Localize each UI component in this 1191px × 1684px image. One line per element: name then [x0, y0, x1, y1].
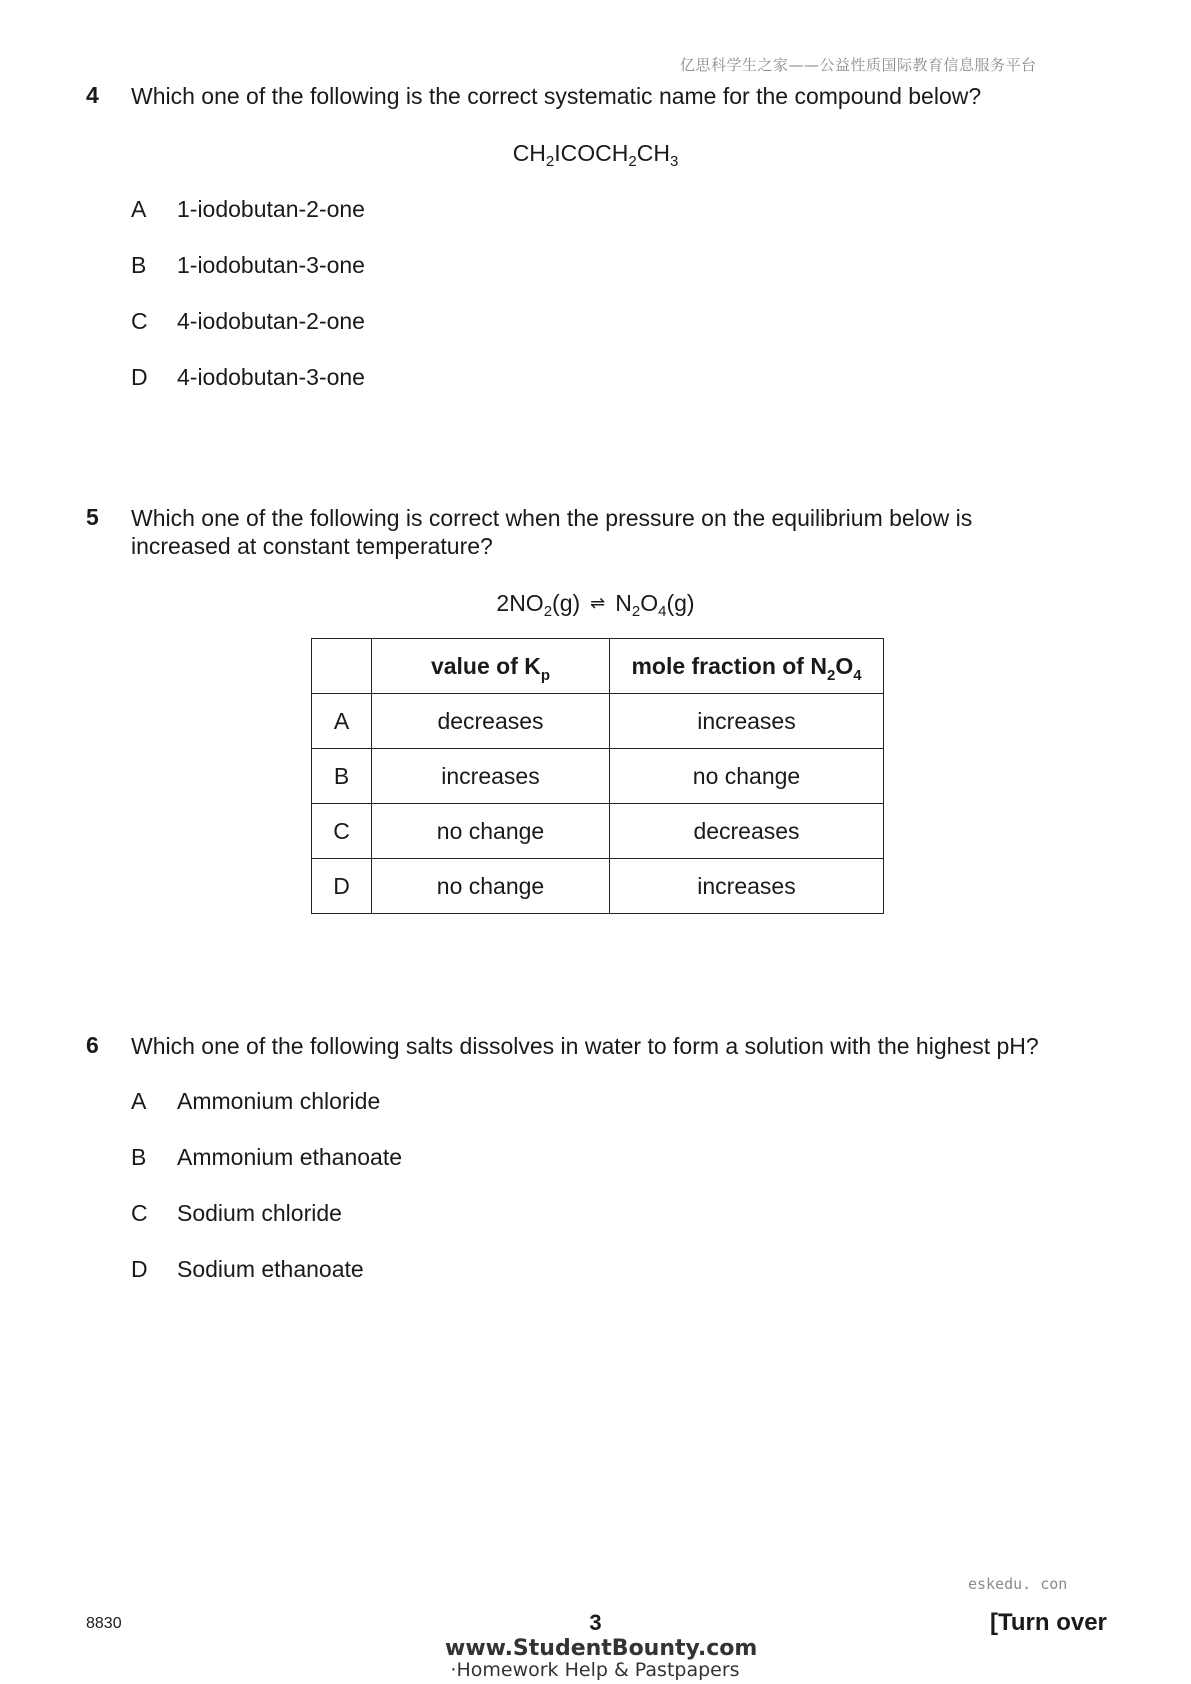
studentbounty-tagline: ·Homework Help & Pastpapers: [450, 1659, 740, 1681]
table-header-row: [312, 639, 884, 694]
header-mole-fraction: mole fraction of $N_2O_4$: [610, 639, 884, 694]
row-mole-fraction: increases: [610, 859, 884, 914]
option-text: 4-iodobutan-2-one: [177, 308, 365, 334]
row-mole-fraction: increases: [610, 694, 884, 749]
option-text: 1-iodobutan-2-one: [177, 196, 365, 222]
question-4-formula: $CH_2ICOCH_2CH_3$: [512, 140, 679, 170]
question-5-text-line2: increased at constant temperature?: [131, 533, 493, 559]
option-text: 1-iodobutan-3-one: [177, 252, 365, 278]
option-letter: C: [131, 1200, 148, 1226]
option-text: Sodium ethanoate: [177, 1256, 364, 1282]
option-letter: B: [131, 1144, 147, 1170]
option-letter: D: [131, 1256, 148, 1282]
question-4-number: 4: [86, 82, 99, 108]
option-text: Ammonium ethanoate: [177, 1144, 403, 1170]
question-5-text: [131, 504, 1091, 560]
row-letter: C: [312, 804, 372, 859]
equilibrium-equation: $2NO_2(g)$ ⇌ $N_2O_4(g)$: [496, 590, 695, 620]
question-6-text: Which one of the following salts dissolves in water to form a solution with the highest pH?: [131, 1033, 1039, 1059]
turn-over-label: [Turn over: [990, 1609, 1107, 1636]
header-empty-cell: [312, 639, 372, 694]
question-4-text: Which one of the following is the correct systematic name for the compound below?: [131, 83, 982, 109]
table-row: [312, 804, 884, 859]
question-5-text-line1: Which one of the following is correct when the pressure on the equilibrium below is: [131, 505, 973, 531]
option-letter: A: [131, 1088, 147, 1114]
equilibrium-arrow-icon: ⇌: [590, 593, 606, 613]
question-5-number: 5: [86, 504, 99, 530]
row-mole-fraction: decreases: [610, 804, 884, 859]
watermark-top: 亿思科学生之家——公益性质国际教育信息服务平台: [680, 56, 1037, 74]
option-text: Sodium chloride: [177, 1200, 342, 1226]
header-kp: value of $K_p$: [372, 639, 610, 694]
answer-table: [311, 638, 884, 914]
row-letter: B: [312, 749, 372, 804]
option-letter: B: [131, 252, 147, 278]
option-text: Ammonium chloride: [177, 1088, 381, 1114]
row-kp: no change: [372, 859, 610, 914]
option-letter: A: [131, 196, 147, 222]
studentbounty-logo: [445, 1636, 758, 1681]
row-letter: D: [312, 859, 372, 914]
page-number: 3: [589, 1610, 602, 1635]
table-row: [312, 694, 884, 749]
row-kp: decreases: [372, 694, 610, 749]
row-kp: no change: [372, 804, 610, 859]
table-row: [312, 749, 884, 804]
option-letter: D: [131, 364, 148, 390]
studentbounty-url: www.StudentBounty.com: [445, 1636, 758, 1661]
option-letter: C: [131, 308, 148, 334]
row-letter: A: [312, 694, 372, 749]
row-mole-fraction: no change: [610, 749, 884, 804]
question-6-number: 6: [86, 1032, 99, 1058]
table-row: [312, 859, 884, 914]
option-text: 4-iodobutan-3-one: [177, 364, 365, 390]
row-kp: increases: [372, 749, 610, 804]
watermark-bottom-right: eskedu. con: [968, 1575, 1068, 1593]
paper-code: 8830: [86, 1615, 122, 1632]
